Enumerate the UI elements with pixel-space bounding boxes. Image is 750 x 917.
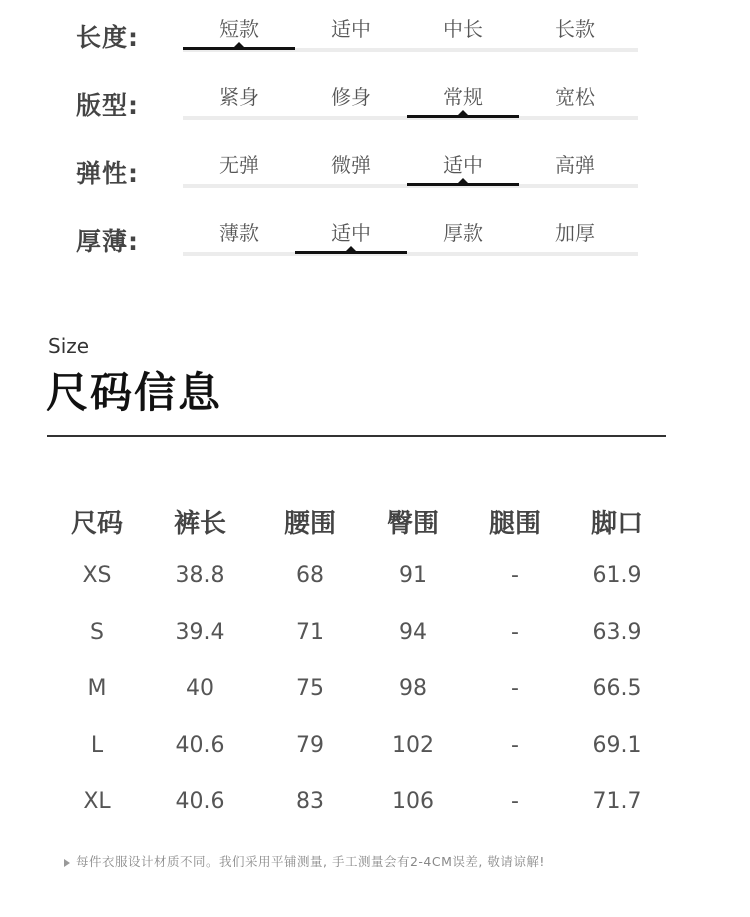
table-cell: S xyxy=(90,620,104,645)
table-cell: 39.4 xyxy=(175,620,225,645)
selected-indicator xyxy=(407,183,519,186)
table-cell: 61.9 xyxy=(592,563,642,588)
table-cell: 102 xyxy=(392,733,434,758)
size-title-en: Size xyxy=(48,334,90,358)
attribute-option: 厚款 xyxy=(443,221,483,245)
table-cell: XL xyxy=(83,789,111,814)
attribute-option: 适中 xyxy=(443,153,483,177)
table-cell: 79 xyxy=(296,733,324,758)
table-header-cell: 臀围 xyxy=(386,509,439,539)
selected-indicator xyxy=(407,115,519,118)
attribute-row xyxy=(0,68,750,136)
table-cell: XS xyxy=(82,563,112,588)
table-header-cell: 裤长 xyxy=(173,509,226,539)
table-cell: 98 xyxy=(399,676,427,701)
attribute-option: 紧身 xyxy=(219,85,259,109)
selected-indicator xyxy=(183,47,295,50)
table-cell: - xyxy=(511,620,519,645)
table-cell: 69.1 xyxy=(592,733,642,758)
attribute-label: 长度: xyxy=(76,23,139,52)
table-cell: 83 xyxy=(296,789,324,814)
table-cell: 68 xyxy=(296,563,324,588)
table-header-cell: 腿围 xyxy=(488,509,541,539)
table-cell: 63.9 xyxy=(592,620,642,645)
attribute-option: 加厚 xyxy=(555,221,595,245)
measurement-note xyxy=(64,852,545,870)
table-cell: 71 xyxy=(296,620,324,645)
size-title-cn: 尺码信息 xyxy=(46,368,223,417)
table-header-cell: 尺码 xyxy=(70,509,123,539)
attribute-label: 版型: xyxy=(76,91,139,120)
measurement-note-text: 每件衣服设计材质不同。我们采用平铺测量, 手工测量会有2-4CM误差, 敬请谅解! xyxy=(76,854,545,869)
attribute-row xyxy=(0,0,750,68)
table-cell: 75 xyxy=(296,676,324,701)
table-cell: 40 xyxy=(186,676,214,701)
attribute-label: 弹性: xyxy=(76,159,139,188)
attribute-option: 常规 xyxy=(443,85,483,109)
attribute-option: 短款 xyxy=(219,17,259,41)
table-cell: 106 xyxy=(392,789,434,814)
table-header-cell: 腰围 xyxy=(283,509,336,539)
table-cell: 91 xyxy=(399,563,427,588)
table-cell: - xyxy=(511,563,519,588)
table-cell: - xyxy=(511,676,519,701)
attribute-option: 宽松 xyxy=(555,85,595,109)
triangle-bullet-icon xyxy=(64,859,70,867)
attribute-option: 适中 xyxy=(331,17,371,41)
attribute-option: 微弹 xyxy=(331,153,371,177)
attribute-label: 厚薄: xyxy=(76,227,139,256)
attribute-option: 长款 xyxy=(555,17,595,41)
attribute-option: 适中 xyxy=(331,221,371,245)
attribute-option: 薄款 xyxy=(219,221,259,245)
table-cell: 38.8 xyxy=(175,563,225,588)
attribute-option: 高弹 xyxy=(555,153,595,177)
table-cell: 94 xyxy=(399,620,427,645)
attribute-option: 无弹 xyxy=(219,153,259,177)
selected-indicator xyxy=(295,251,407,254)
option-track xyxy=(183,252,638,256)
section-divider xyxy=(47,435,666,437)
attribute-option: 中长 xyxy=(443,17,483,41)
attribute-row xyxy=(0,204,750,272)
table-cell: 71.7 xyxy=(592,789,642,814)
table-header-cell: 脚口 xyxy=(590,509,643,539)
attribute-option: 修身 xyxy=(331,85,371,109)
table-cell: M xyxy=(87,676,107,701)
table-cell: L xyxy=(90,733,104,758)
attribute-row xyxy=(0,136,750,204)
table-cell: 40.6 xyxy=(175,733,225,758)
table-cell: - xyxy=(511,733,519,758)
table-cell: - xyxy=(511,789,519,814)
table-cell: 40.6 xyxy=(175,789,225,814)
table-cell: 66.5 xyxy=(592,676,642,701)
